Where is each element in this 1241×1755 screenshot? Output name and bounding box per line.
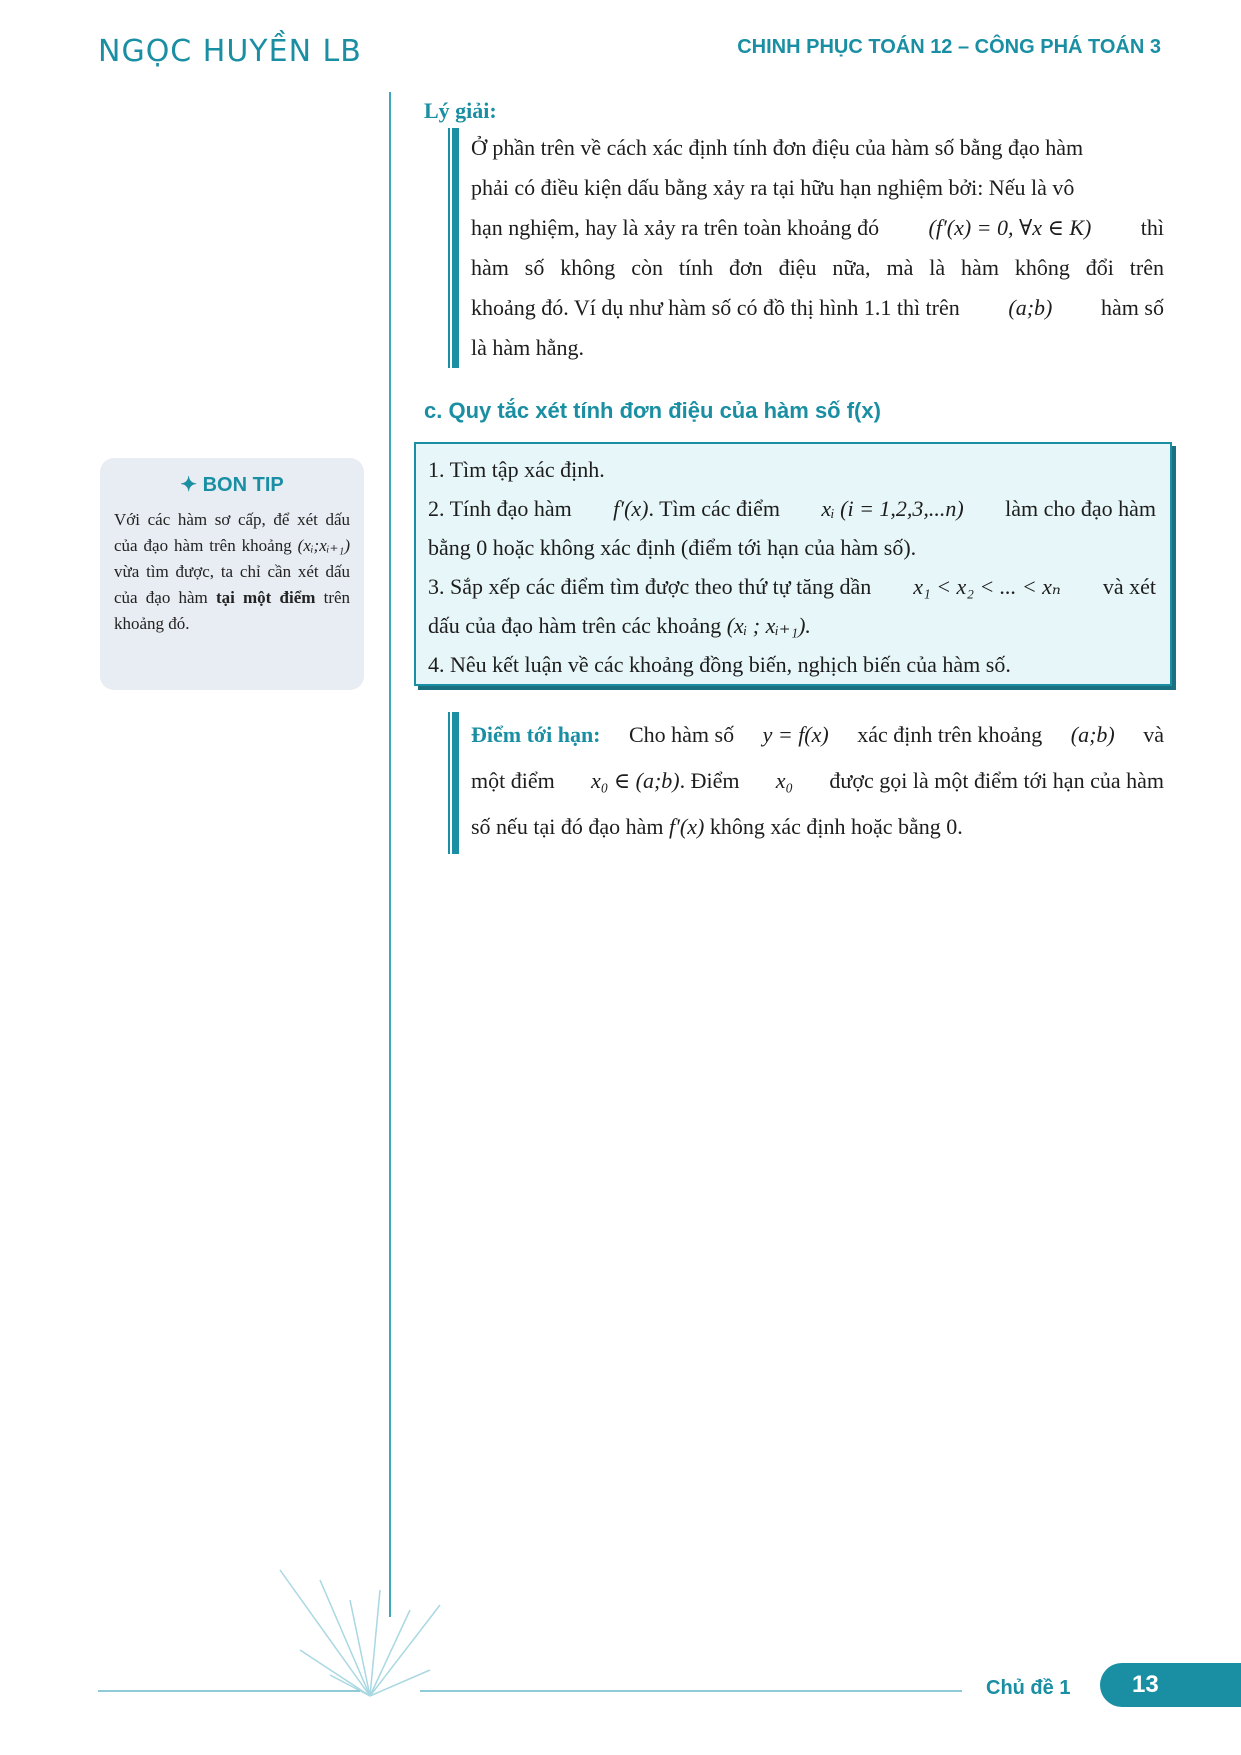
bon-tip-box (100, 458, 364, 690)
critical-point-label: Điểm tới hạn: (471, 722, 601, 747)
footer-line-right (420, 1690, 962, 1692)
section-title: c. Quy tắc xét tính đơn điệu của hàm số f(x) (424, 398, 881, 423)
rule-step-1: 1. Tìm tập xác định. (428, 457, 605, 482)
brand-logo: NGỌC HUYỀN LB (98, 34, 362, 69)
critical-point-block (452, 712, 1164, 854)
column-divider (389, 92, 391, 1617)
bon-tip-title: ✦ BON TIP (180, 474, 284, 496)
page-number: 13 (1100, 1663, 1241, 1707)
explanation-line: hàm số không còn tính đơn điệu nữa, mà là hàm không đổi trên (471, 255, 1164, 280)
rule-step-3-cont: dấu của đạo hàm trên các khoảng (xᵢ ; xᵢ₊₁). (428, 613, 811, 638)
critical-point-text: Điểm tới hạn: Cho hàm số y = f(x) xác định trên khoảng (a;b) và một điểm x₀ ∈ (a;b). Điểm x₀ được gọi là một điểm tới hạn của hàm số nếu tại đó đạo hàm f′(x) không xác định hoặc bằng 0. (471, 712, 1164, 850)
explanation-line: hạn nghiệm, hay là xảy ra trên toàn khoảng đó (f′(x) = 0, ∀x ∈ K) thì (471, 208, 1164, 248)
rule-step-3: 3. Sắp xếp các điểm tìm được theo thứ tự tăng dần x₁ < x₂ < ... < xₙ và xét (428, 574, 1156, 599)
footer-chapter: Chủ đề 1 (986, 1677, 1071, 1699)
rule-step-2-cont: bằng 0 hoặc không xác định (điểm tới hạn của hàm số). (428, 535, 917, 560)
rules-box (414, 442, 1172, 686)
explanation-text (471, 128, 1164, 368)
rule-step-2: 2. Tính đạo hàm f′(x). Tìm các điểm xᵢ (i = 1,2,3,...n) làm cho đạo hàm (428, 496, 1156, 521)
explanation-line: khoảng đó. Ví dụ như hàm số có đồ thị hình 1.1 thì trên (a;b) hàm số (471, 288, 1164, 328)
interval-ab: (a;b) (1008, 295, 1053, 320)
explanation-block (452, 128, 1164, 368)
explanation-line: Ở phần trên về cách xác định tính đơn điệu của hàm số bằng đạo hàm (471, 135, 1084, 160)
bon-tip-text: Với các hàm sơ cấp, để xét dấu của đạo hàm trên khoảng (xᵢ;xᵢ₊₁) vừa tìm được, ta chỉ cần xét dấu của đạo hàm tại một điểm trên khoảng đó. (114, 510, 351, 633)
decorative-rays (240, 1560, 500, 1700)
derivative-condition: (f′(x) = 0, ∀x ∈ K) (928, 215, 1092, 240)
explanation-line: phải có điều kiện dấu bằng xảy ra tại hữu hạn nghiệm bởi: Nếu là vô (471, 175, 1075, 200)
explanation-line: là hàm hằng. (471, 335, 585, 360)
explanation-label: Lý giải: (424, 98, 497, 123)
footer-line-left (98, 1690, 360, 1692)
book-title: CHINH PHỤC TOÁN 12 – CÔNG PHÁ TOÁN 3 (737, 36, 1161, 58)
rule-step-4: 4. Nêu kết luận về các khoảng đồng biến, nghịch biến của hàm số. (428, 652, 1011, 677)
